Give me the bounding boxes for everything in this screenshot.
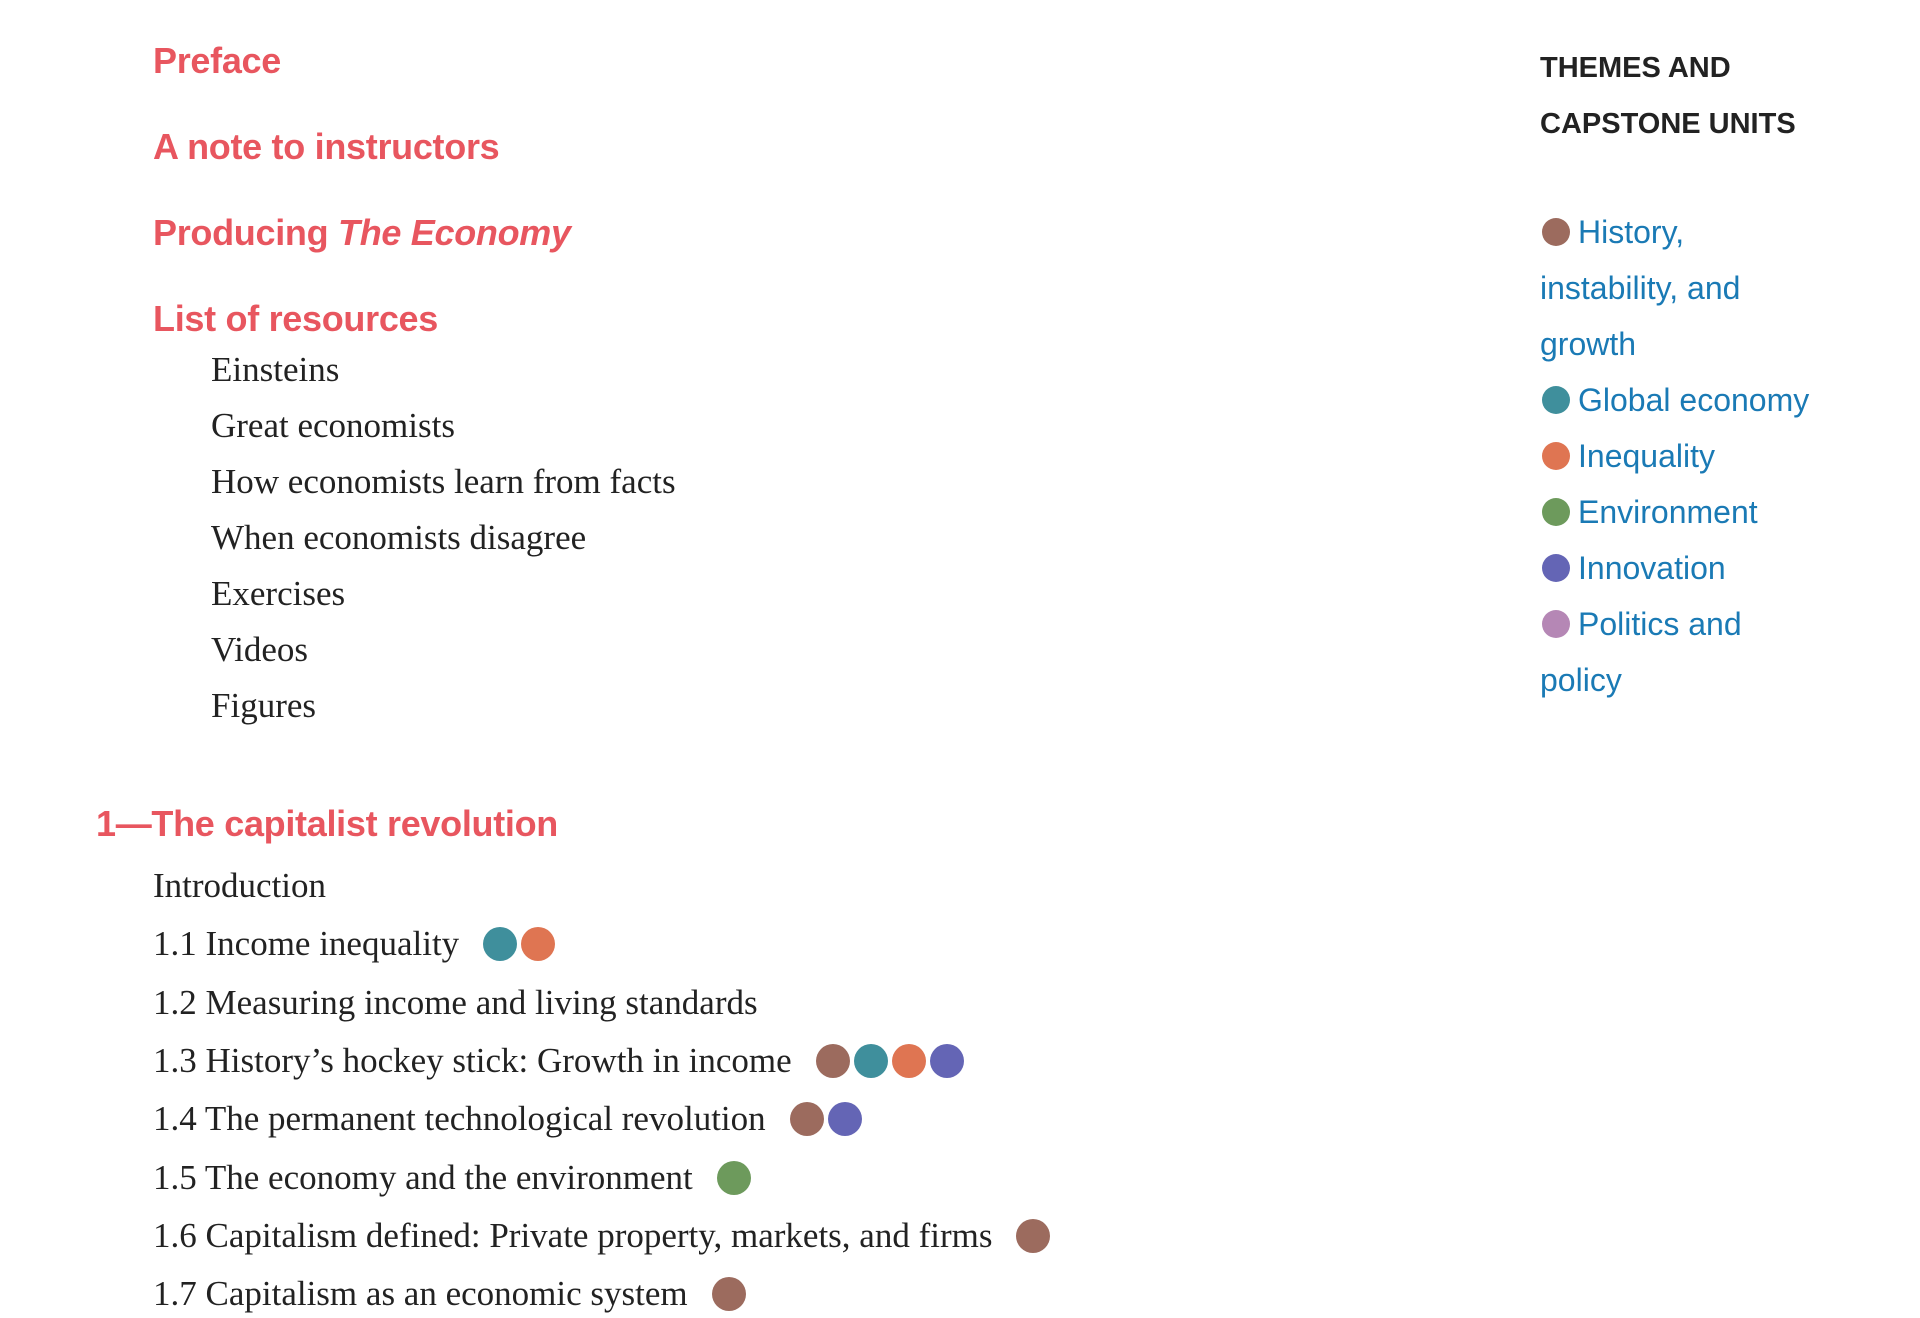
theme-link-environment[interactable] bbox=[1540, 484, 1840, 540]
section-link[interactable]: 1.6 Capitalism defined: Private property, markets, and firms bbox=[153, 1216, 993, 1255]
theme-environment-dot-icon[interactable] bbox=[717, 1161, 751, 1195]
theme-link-politics[interactable] bbox=[1540, 596, 1780, 708]
section-row bbox=[153, 1095, 862, 1143]
section-theme-dots bbox=[483, 927, 555, 961]
theme-environment-dot-icon bbox=[1542, 498, 1570, 526]
section-link[interactable]: 1.1 Income inequality bbox=[153, 924, 460, 963]
section-theme-dots bbox=[712, 1277, 746, 1311]
theme-link-innovation[interactable] bbox=[1540, 540, 1840, 596]
section-theme-dots bbox=[717, 1161, 751, 1195]
theme-innovation-dot-icon[interactable] bbox=[930, 1044, 964, 1078]
theme-label: History, instability, and growth bbox=[1540, 214, 1741, 362]
theme-history-dot-icon[interactable] bbox=[712, 1277, 746, 1311]
theme-innovation-dot-icon bbox=[1542, 554, 1570, 582]
book-title: The Economy bbox=[338, 212, 571, 253]
resource-videos-link[interactable]: Videos bbox=[211, 630, 309, 669]
section-link[interactable]: 1.3 History’s hockey stick: Growth in income bbox=[153, 1041, 792, 1080]
theme-link-inequality[interactable] bbox=[1540, 428, 1840, 484]
section-row bbox=[153, 979, 758, 1027]
theme-global-dot-icon[interactable] bbox=[483, 927, 517, 961]
section-row bbox=[153, 1212, 1050, 1260]
section-row bbox=[153, 920, 555, 968]
theme-label: Innovation bbox=[1578, 550, 1726, 586]
theme-history-dot-icon[interactable] bbox=[790, 1102, 824, 1136]
note-to-instructors-link[interactable]: A note to instructors bbox=[153, 126, 500, 167]
theme-history-dot-icon[interactable] bbox=[816, 1044, 850, 1078]
section-row bbox=[153, 1154, 751, 1202]
chapter-title-link[interactable]: 1—The capitalist revolution bbox=[96, 803, 558, 844]
section-row bbox=[153, 862, 326, 910]
section-row bbox=[153, 1270, 746, 1318]
section-link[interactable]: 1.2 Measuring income and living standards bbox=[153, 983, 758, 1022]
theme-label: Global economy bbox=[1578, 382, 1810, 418]
theme-history-dot-icon[interactable] bbox=[1016, 1219, 1050, 1253]
section-link[interactable]: 1.7 Capitalism as an economic system bbox=[153, 1274, 688, 1313]
theme-politics-dot-icon bbox=[1542, 610, 1570, 638]
section-link[interactable]: Introduction bbox=[153, 866, 327, 905]
resource-exercises-link[interactable]: Exercises bbox=[211, 574, 346, 613]
resource-economists-disagree-link[interactable]: When economists disagree bbox=[211, 518, 587, 557]
theme-innovation-dot-icon[interactable] bbox=[828, 1102, 862, 1136]
section-theme-dots bbox=[790, 1102, 862, 1136]
section-row bbox=[153, 1037, 964, 1085]
theme-inequality-dot-icon bbox=[1542, 442, 1570, 470]
section-link[interactable]: 1.4 The permanent technological revolution bbox=[153, 1099, 766, 1138]
theme-inequality-dot-icon[interactable] bbox=[892, 1044, 926, 1078]
theme-label: Politics and policy bbox=[1540, 606, 1742, 698]
themes-sidebar bbox=[1540, 40, 1900, 708]
section-link[interactable]: 1.5 The economy and the environment bbox=[153, 1158, 693, 1197]
producing-label: Producing bbox=[153, 212, 338, 253]
resource-learn-from-facts-link[interactable]: How economists learn from facts bbox=[211, 462, 676, 501]
section-theme-dots bbox=[1016, 1219, 1050, 1253]
resource-einsteins-link[interactable]: Einsteins bbox=[211, 350, 340, 389]
preface-link[interactable]: Preface bbox=[153, 40, 281, 81]
themes-heading: THEMES AND CAPSTONE UNITS bbox=[1540, 52, 1796, 140]
theme-inequality-dot-icon[interactable] bbox=[521, 927, 555, 961]
theme-history-dot-icon bbox=[1542, 218, 1570, 246]
theme-global-dot-icon[interactable] bbox=[854, 1044, 888, 1078]
theme-list bbox=[1540, 204, 1900, 708]
resource-figures-link[interactable]: Figures bbox=[211, 686, 316, 725]
theme-link-global[interactable] bbox=[1540, 372, 1840, 428]
producing-the-economy-link[interactable] bbox=[153, 212, 571, 254]
resource-great-economists-link[interactable]: Great economists bbox=[211, 406, 455, 445]
theme-global-dot-icon bbox=[1542, 386, 1570, 414]
section-theme-dots bbox=[816, 1044, 964, 1078]
theme-label: Environment bbox=[1578, 494, 1758, 530]
list-of-resources-link[interactable]: List of resources bbox=[153, 298, 438, 339]
theme-link-history[interactable] bbox=[1540, 204, 1780, 372]
theme-label: Inequality bbox=[1578, 438, 1715, 474]
